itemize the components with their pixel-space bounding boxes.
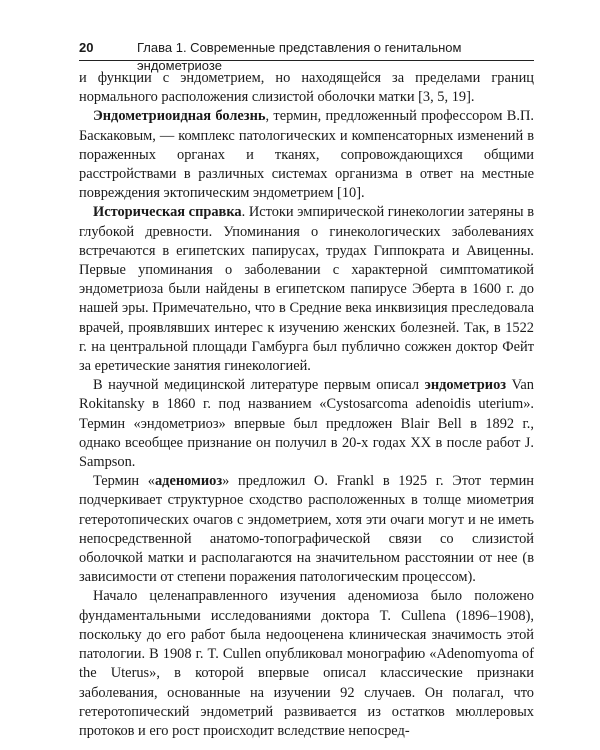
paragraph-text: Van Rokitansky в 1860 г. под названием «Cystosarcoma adenoidis uterium». Термин «эндометриоз» впервые был предложен Blair Bell в 1892 г., однако всеобщее признание он получил в 20-х годах XX в после работ J. Sampson. xyxy=(79,377,534,471)
bold-term: аденомиоз xyxy=(154,473,223,490)
body-text xyxy=(79,69,534,741)
paragraph-text: . Истоки эмпирической гинекологии затеряны в глубокой древности. Упоминания о гинекологических заболеваниях встречаются в египетских папирусах, трудах Гиппократа и Авиценны. Первые упоминания о заболевании с характерной симптоматикой эндометриоза были найдены в египетском папирусе Эберта в 1600 г. до нашей эры. Примечательно, что в Средние века инквизиция преследовала врачей, проявлявших интерес к изучению женских болезней. Так, в 1522 г. на центральной площади Гамбурга был публично сожжен доктор Фейт за еретические занятия гинекологией. xyxy=(79,204,534,375)
running-header xyxy=(79,38,534,73)
paragraph-text: » предложил O. Frankl в 1925 г. Этот термин подчеркивает структурное сходство расположенных в толще миометрия гетеротопических очагов с эндометрием, хотя эти очаги могут и не иметь непосредственной анатомо-топографической связи со слизистой оболочкой матки и располагаются на значительном расстоянии от нее (в зависимости от степени поражения патологическим процессом). xyxy=(79,473,534,586)
paragraph-cullen xyxy=(79,587,534,741)
bold-term: эндометриоз xyxy=(424,377,507,394)
bold-term: Историческая справка xyxy=(93,204,242,221)
paragraph-adenomyosis xyxy=(79,472,534,587)
paragraph-text: В научной медицинской литературе первым описал xyxy=(93,377,425,394)
paragraph-definition xyxy=(79,107,534,203)
paragraph-text: , термин, предложенный профессором В.П. Баскаковым, — комплекс патологических и компенсаторных изменений в пораженных органах и тканях, сопровождающихся общими расстройствами в различных системах организма в ответ на местные повреждения эктопическим эндометрием [10]. xyxy=(79,108,534,202)
paragraph-endometriosis xyxy=(79,376,534,472)
paragraph-history xyxy=(79,203,534,376)
paragraph-continuation xyxy=(79,69,534,107)
bold-term: Эндометриоидная болезнь xyxy=(93,108,266,125)
paragraph-text: Начало целенаправленного изучения аденомиоза было положено фундаментальными исследованиями доктора T. Cullena (1896–1908), поскольку до его работ была недооценена клиническая значимость этой патологии. В 1908 г. T. Cullen опубликовал монографию «Adenomyoma of the Uterus», в которой впервые описал классические признаки заболевания, основанные на изучении 92 случаев. Он полагал, что гетеротопический эндометрий развивается из остатков мюллеровых протоков и его рост происходит вследствие непосред- xyxy=(79,588,534,739)
paragraph-text: Термин « xyxy=(93,473,155,490)
paragraph-text: и функции с эндометрием, но находящейся за пределами границ нормального расположения слизистой оболочки матки [3, 5, 19]. xyxy=(79,70,534,106)
page-number: 20 xyxy=(79,40,94,55)
running-title: Глава 1. Современные представления о генитальном эндометриозе xyxy=(137,40,462,73)
